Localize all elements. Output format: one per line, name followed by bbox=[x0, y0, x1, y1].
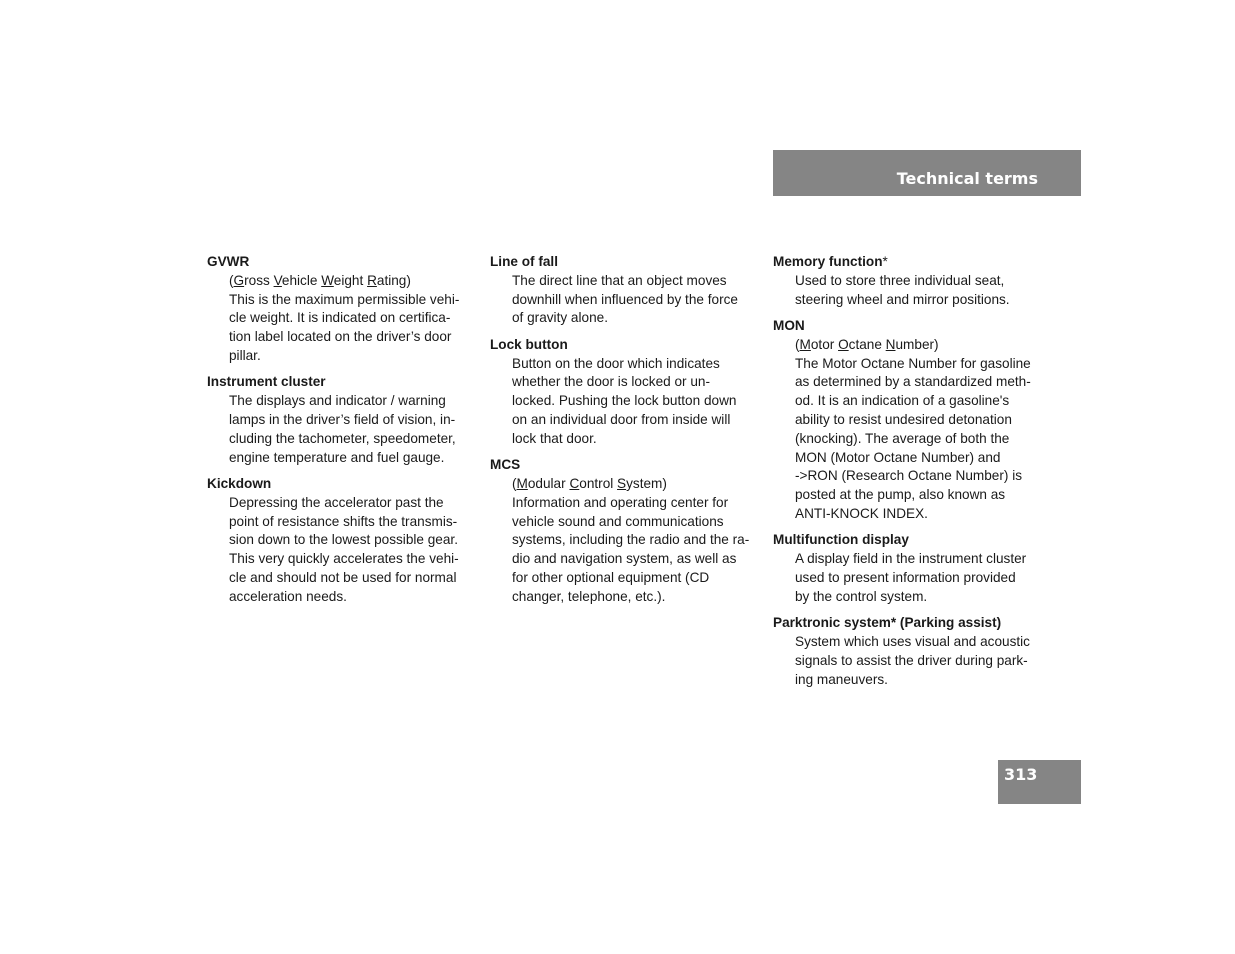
definition-line: downhill when influenced by the force bbox=[512, 291, 738, 307]
glossary-definition bbox=[207, 392, 477, 467]
glossary-entry bbox=[773, 614, 1043, 689]
section-title: Technical terms bbox=[896, 169, 1038, 188]
glossary-definition bbox=[773, 633, 1043, 689]
glossary-term: Line of fall bbox=[490, 254, 558, 269]
definition-line: (knocking). The average of both the bbox=[795, 430, 1010, 446]
glossary-definition bbox=[490, 475, 760, 607]
glossary-term: MCS bbox=[490, 457, 521, 473]
definition-line: The Motor Octane Number for gasoline bbox=[795, 355, 1031, 371]
definition-line: engine temperature and fuel gauge. bbox=[229, 449, 445, 465]
definition-line: dio and navigation system, as well as bbox=[512, 551, 737, 567]
definition-line: ->RON (Research Octane Number) is bbox=[795, 468, 1023, 484]
definition-line: vehicle sound and communications bbox=[512, 513, 724, 529]
glossary-term: GVWR bbox=[207, 254, 250, 269]
glossary-entry bbox=[490, 253, 760, 328]
definition-line: MON (Motor Octane Number) and bbox=[795, 449, 1001, 465]
definition-line: sion down to the lowest possible gear. bbox=[229, 532, 458, 548]
definition-line: (Motor Octane Number) bbox=[795, 336, 939, 352]
glossary-entry bbox=[490, 336, 760, 449]
definition-line: whether the door is locked or un- bbox=[512, 374, 710, 390]
definition-line: (Gross Vehicle Weight Rating) bbox=[229, 272, 411, 288]
glossary-term: MON bbox=[773, 317, 805, 333]
definition-line: point of resistance shifts the transmis- bbox=[229, 513, 458, 529]
definition-line: lock that door. bbox=[512, 430, 597, 446]
definition-line: A display field in the instrument cluster bbox=[795, 551, 1027, 567]
glossary-term: Instrument cluster bbox=[207, 374, 326, 390]
definition-line: acceleration needs. bbox=[229, 588, 347, 604]
glossary-column-1 bbox=[207, 253, 477, 614]
glossary-term: Lock button bbox=[490, 336, 568, 352]
definition-line: of gravity alone. bbox=[512, 310, 608, 326]
page-number: 313 bbox=[1004, 765, 1038, 784]
definition-line: on an individual door from inside will bbox=[512, 411, 731, 427]
definition-line: cle weight. It is indicated on certifica- bbox=[229, 310, 451, 326]
definition-line: changer, telephone, etc.). bbox=[512, 588, 666, 604]
definition-line: This very quickly accelerates the vehi- bbox=[229, 551, 459, 567]
page-number-badge bbox=[998, 760, 1081, 804]
definition-line: The direct line that an object moves bbox=[512, 272, 727, 288]
glossary-term: Memory function* bbox=[773, 254, 888, 269]
glossary-definition bbox=[490, 355, 760, 449]
definition-line: ANTI-KNOCK INDEX. bbox=[795, 505, 928, 521]
definition-line: as determined by a standardized meth- bbox=[795, 374, 1031, 390]
glossary-term: Kickdown bbox=[207, 475, 272, 491]
definition-line: ing maneuvers. bbox=[795, 671, 888, 687]
glossary-entry bbox=[773, 531, 1043, 606]
glossary-definition bbox=[207, 494, 477, 607]
glossary-entry bbox=[207, 373, 477, 467]
glossary-entry bbox=[490, 456, 760, 606]
definition-line: cluding the tachometer, speedometer, bbox=[229, 430, 456, 446]
glossary-definition bbox=[773, 550, 1043, 606]
glossary-entry bbox=[207, 253, 477, 366]
glossary-column-2 bbox=[490, 253, 760, 614]
glossary-term: Parktronic system* (Parking assist) bbox=[773, 615, 1002, 631]
glossary-definition bbox=[773, 336, 1043, 524]
glossary-entry bbox=[773, 317, 1043, 524]
definition-line: Information and operating center for bbox=[512, 494, 729, 510]
definition-line: Depressing the accelerator past the bbox=[229, 494, 444, 510]
definition-line: locked. Pushing the lock button down bbox=[512, 393, 737, 409]
definition-line: lamps in the driver’s field of vision, in- bbox=[229, 411, 456, 427]
definition-line: This is the maximum permissible vehi- bbox=[229, 291, 460, 307]
glossary-definition bbox=[773, 272, 1043, 310]
definition-line: The displays and indicator / warning bbox=[229, 393, 446, 409]
glossary-definition bbox=[490, 272, 760, 328]
glossary-definition bbox=[207, 272, 477, 366]
definition-line: od. It is an indication of a gasoline's bbox=[795, 393, 1010, 409]
definition-line: posted at the pump, also known as bbox=[795, 487, 1006, 503]
definition-line: systems, including the radio and the ra- bbox=[512, 532, 750, 548]
definition-line: tion label located on the driver’s door bbox=[229, 329, 452, 345]
glossary-term: Multifunction display bbox=[773, 532, 909, 548]
definition-line: ability to resist undesired detonation bbox=[795, 411, 1012, 427]
section-header-bar bbox=[773, 150, 1081, 196]
definition-line: for other optional equipment (CD bbox=[512, 569, 710, 585]
glossary-entry bbox=[773, 253, 1043, 309]
definition-line: signals to assist the driver during park- bbox=[795, 652, 1028, 668]
glossary-entry bbox=[207, 475, 477, 607]
definition-line: Used to store three individual seat, bbox=[795, 272, 1005, 288]
definition-line: (Modular Control System) bbox=[512, 475, 667, 491]
definition-line: steering wheel and mirror positions. bbox=[795, 291, 1010, 307]
glossary-column-3 bbox=[773, 253, 1043, 697]
asterisk-note: * bbox=[882, 254, 888, 269]
definition-line: cle and should not be used for normal bbox=[229, 569, 457, 585]
definition-line: by the control system. bbox=[795, 588, 928, 604]
definition-line: Button on the door which indicates bbox=[512, 355, 720, 371]
definition-line: used to present information provided bbox=[795, 569, 1016, 585]
definition-line: pillar. bbox=[229, 347, 261, 363]
definition-line: System which uses visual and acoustic bbox=[795, 633, 1030, 649]
